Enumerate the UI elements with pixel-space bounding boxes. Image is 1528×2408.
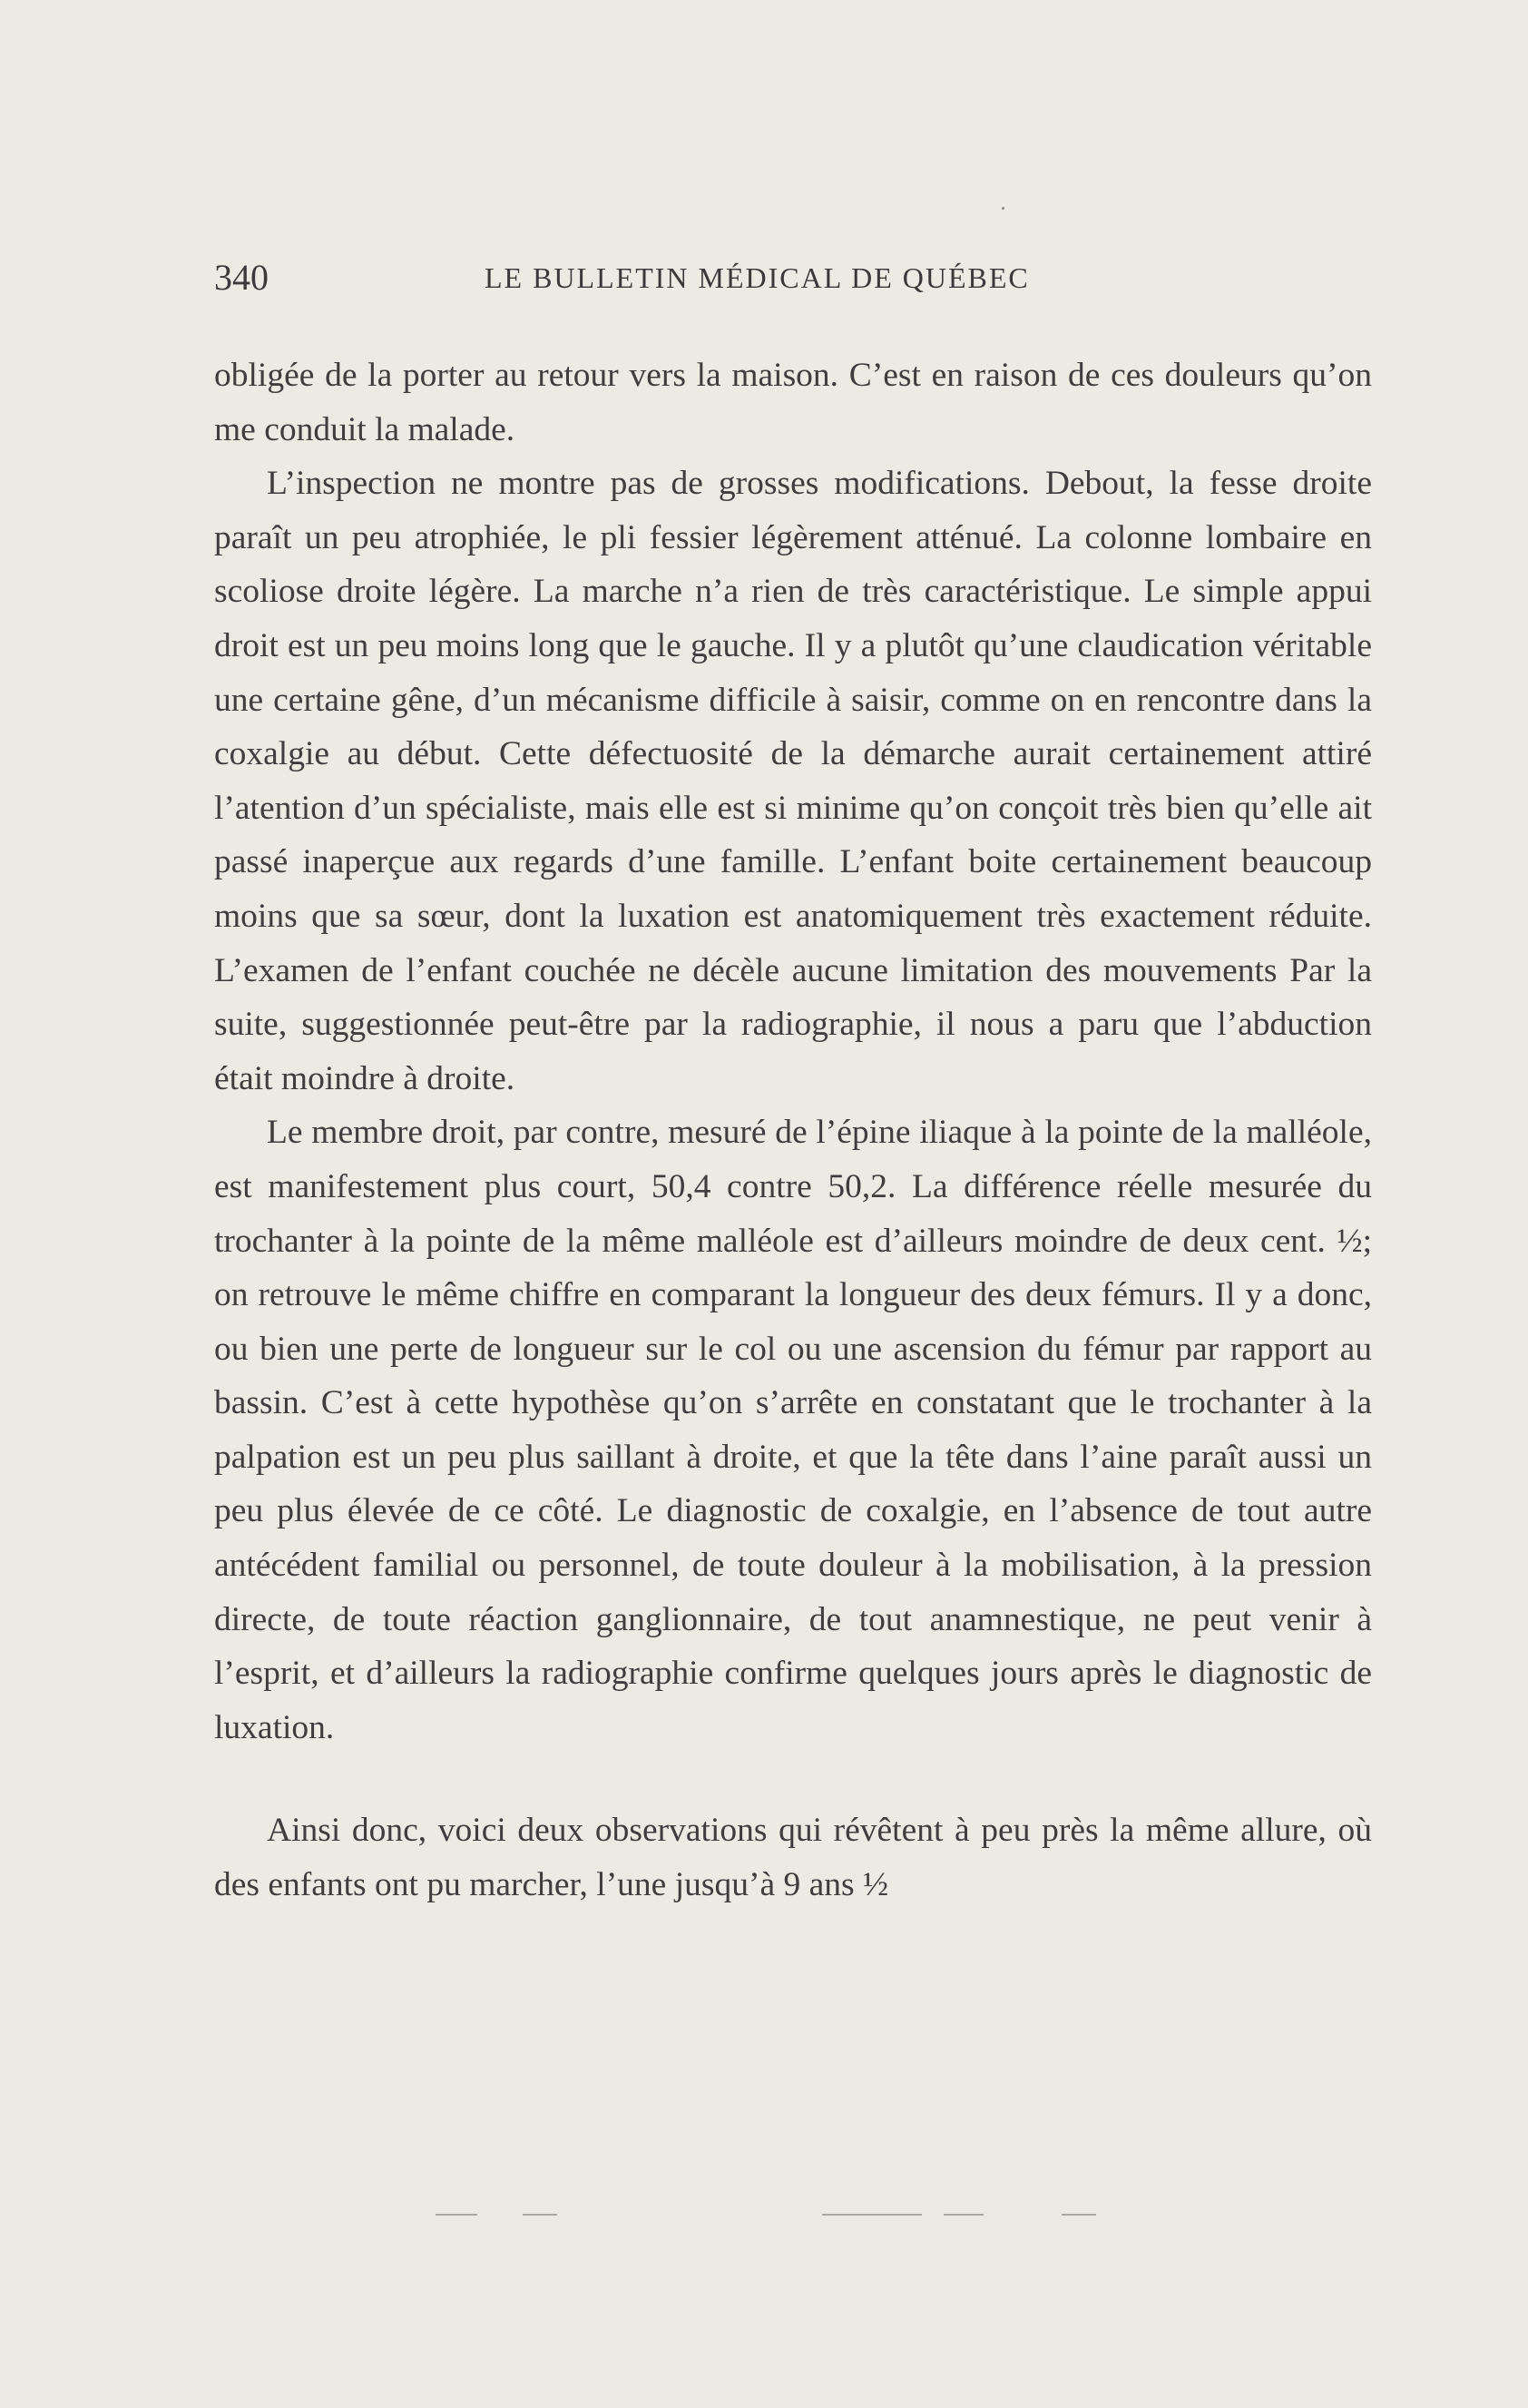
paragraph-inspection: L’inspection ne montre pas de grosses modifications. Debout, la fesse droite paraît un peu atrophiée, le pli fessier légèrement atténué. La colonne lombaire en scoliose droite légère. La marche n’a rien de très caractéristique. Le simple appui droit est un peu moins long que le gauche. Il y a plutôt qu’une claudication véritable une certaine gêne, d’un mécanisme difficile à saisir, comme on en rencontre dans la coxalgie au début. Cette défectuosité de la démarche aurait certainement attiré l’atention d’un spécialiste, mais elle est si minime qu’on conçoit très bien qu’elle ait passé inaperçue aux regards d’une famille. L’enfant boite certainement beaucoup moins que sa sœur, dont la luxation est anatomiquement très exactement réduite. L’examen de l’enfant couchée ne décèle aucune limitation des mouvements Par la suite, suggestionnée peut-être par la radiographie, il nous a paru que l’abduction était moindre à droite. <box>214 465 1372 1097</box>
bleed-through-marks <box>436 2207 1118 2222</box>
paragraph-continuation: obligée de la porter au retour vers la maison. C’est en raison de ces douleurs qu’on me conduit la malade. <box>214 357 1372 448</box>
paragraph-measurement: Le membre droit, par contre, mesuré de l’épine iliaque à la pointe de la malléole, est manifestement plus court, 50,4 contre 50,2. La différence réelle mesurée du trochanter à la pointe de la même malléole est d’ailleurs moindre de deux cent. ½; on retrouve le même chiffre en comparant la longueur des deux fémurs. Il y a donc, ou bien une perte de longueur sur le col ou une ascension du fémur par rapport au bassin. C’est à cette hypothèse qu’on s’arrête en constatant que le trochanter à la palpation est un peu plus saillant à droite, et que la tête dans l’aine paraît aussi un peu plus élevée de ce côté. Le diagnostic de coxalgie, en l’absence de tout autre antécédent familial ou personnel, de toute douleur à la mobilisation, à la pression directe, de toute réaction ganglionnaire, de tout anamnestique, ne peut venir à l’esprit, et d’ailleurs la radiographie confirme quelques jours après le diagnostic de luxation. <box>214 1114 1372 1746</box>
body-text <box>214 349 1372 1912</box>
running-title: LE BULLETIN MÉDICAL DE QUÉBEC <box>485 261 1030 294</box>
page-header <box>214 252 1376 303</box>
page-number: 340 <box>214 257 269 298</box>
speck-mark <box>1002 207 1004 210</box>
paragraph-conclusion: Ainsi donc, voici deux observations qui révêtent à peu près la même allure, où des enfants ont pu marcher, l’une jusqu’à 9 ans ½ <box>214 1812 1372 1904</box>
